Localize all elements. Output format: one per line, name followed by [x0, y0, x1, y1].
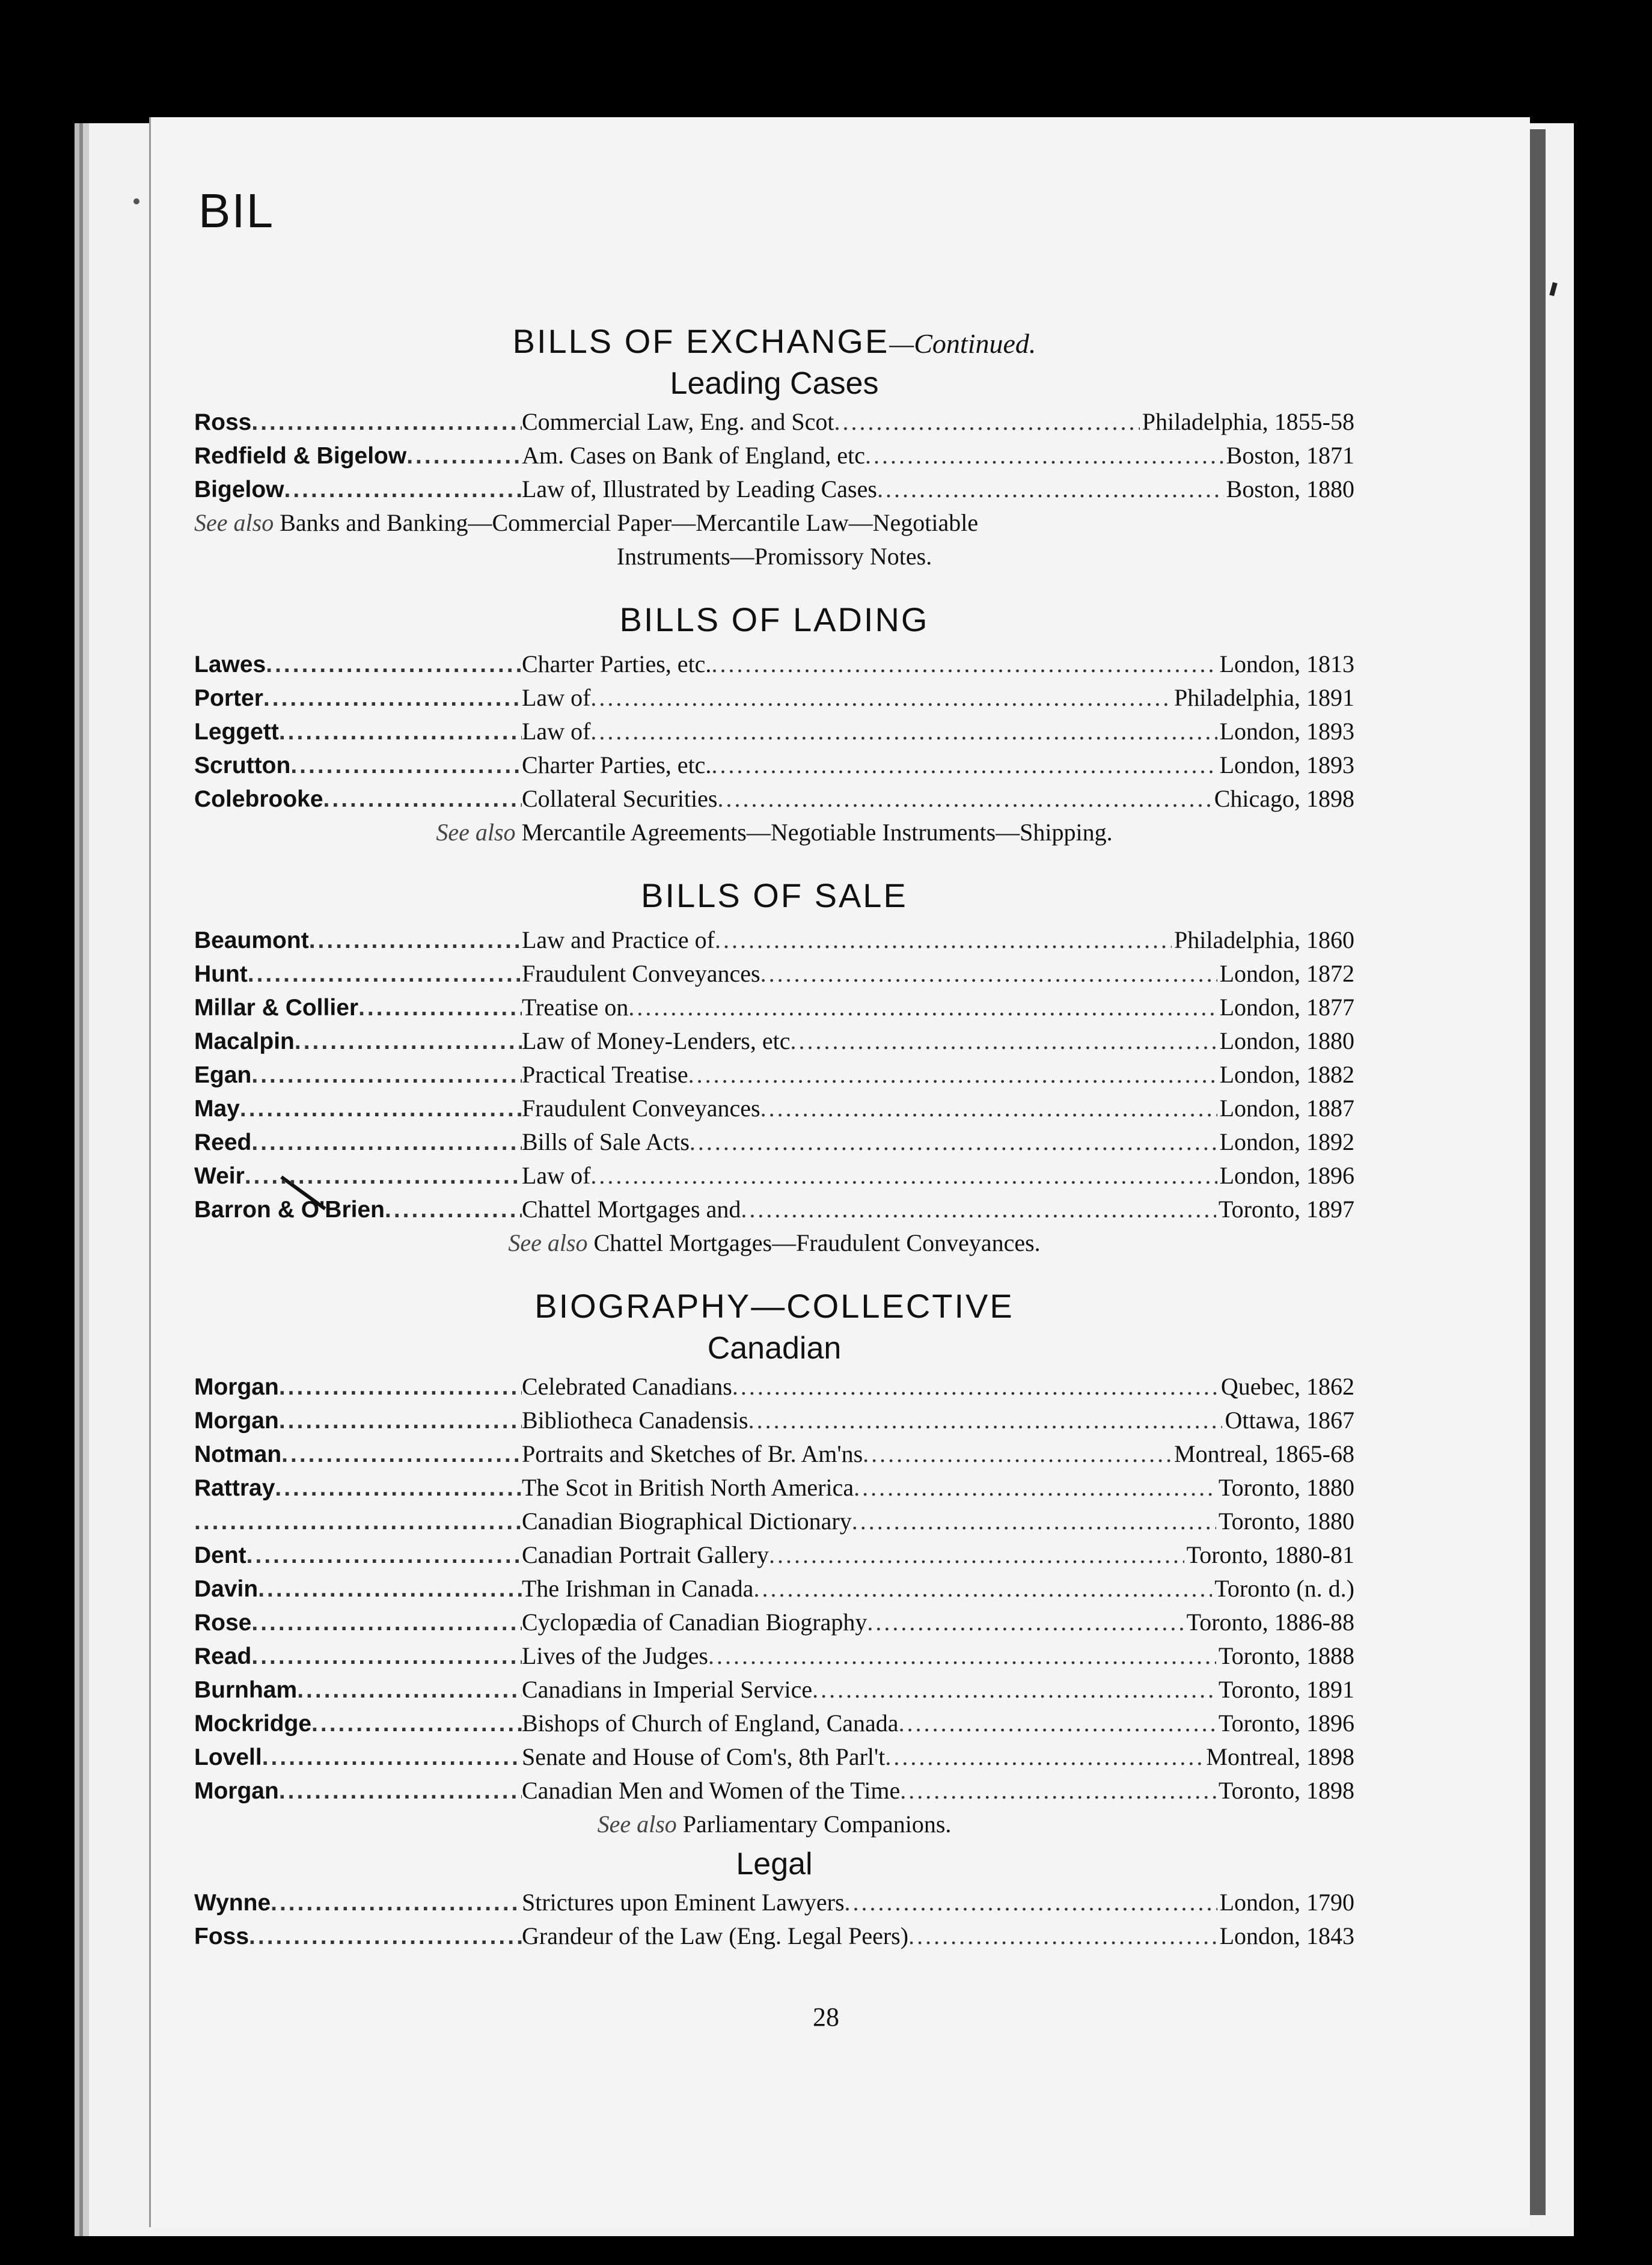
entry-title: Fraudulent Conveyances .....: [522, 957, 1217, 991]
entry-author: Rattray .....: [194, 1472, 522, 1505]
entry-place-year: Quebec, 1862: [1220, 1373, 1354, 1400]
entry-author: Lovell .....: [194, 1741, 522, 1774]
entry-author: Hunt .....: [194, 958, 522, 991]
entry-title: Law and Practice of .....: [522, 923, 1172, 957]
entry-title: Commercial Law, Eng. and Scot .....: [522, 405, 1140, 439]
entry-title: Chattel Mortgages and .....: [522, 1193, 1216, 1226]
entry-title: Law of .....: [522, 715, 1217, 748]
entry-place-year: Toronto, 1891: [1218, 1676, 1354, 1703]
entry-place-year: London, 1872: [1219, 960, 1354, 987]
catalogue-entry: [194, 1437, 1354, 1471]
entry-place-year: Chicago, 1898: [1214, 785, 1354, 812]
see-also-note: See also Banks and Banking—Commercial Paper—Mercantile Law—Negotiable: [194, 509, 979, 536]
catalogue-entry: [194, 748, 1354, 782]
entry-title: Celebrated Canadians .....: [522, 1370, 1219, 1404]
entry-author: Dent .....: [194, 1539, 522, 1573]
entry-title: Law of, Illustrated by Leading Cases .....: [522, 472, 1224, 506]
entry-title: Canadian Biographical Dictionary .....: [522, 1505, 1216, 1538]
margin-mark: [133, 198, 139, 204]
catalogue-entry: [194, 1505, 1354, 1538]
entry-author: Read .....: [194, 1640, 522, 1674]
entry-author: Rose .....: [194, 1606, 522, 1640]
catalogue-entry: [194, 1639, 1354, 1673]
entry-title: Law of Money-Lenders, etc .....: [522, 1024, 1217, 1058]
entry-place-year: Toronto (n. d.): [1214, 1575, 1354, 1602]
entry-place-year: Philadelphia, 1860: [1174, 926, 1354, 953]
catalogue-entry: [194, 1538, 1354, 1572]
entry-place-year: Philadelphia, 1891: [1174, 684, 1354, 711]
entry-place-year: London, 1877: [1219, 994, 1354, 1021]
entry-title: Bishops of Church of England, Canada .....: [522, 1707, 1216, 1740]
entry-author: Barron & O'Brien .....: [194, 1193, 522, 1227]
entry-title: Senate and House of Com's, 8th Parl't .....: [522, 1740, 1204, 1774]
entry-author: Scrutton .....: [194, 749, 522, 783]
entry-place-year: London, 1813: [1219, 650, 1354, 677]
entry-author: Egan .....: [194, 1059, 522, 1092]
catalogue-entry: [194, 923, 1354, 957]
entry-place-year: London, 1887: [1219, 1095, 1354, 1122]
entry-author: Wynne .....: [194, 1886, 522, 1920]
catalogue-entry: [194, 1673, 1354, 1707]
see-also-note: See also Parliamentary Companions.: [597, 1811, 952, 1838]
entry-author: Morgan .....: [194, 1774, 522, 1808]
catalogue-entry: [194, 405, 1354, 439]
entry-place-year: Ottawa, 1867: [1225, 1407, 1354, 1434]
entry-place-year: London, 1893: [1219, 718, 1354, 745]
catalogue-entry: [194, 1058, 1354, 1092]
entry-author: Mockridge .....: [194, 1707, 522, 1741]
catalogue-entry: [194, 1125, 1354, 1159]
catalogue-entry: [194, 472, 1354, 506]
entry-title: Fraudulent Conveyances .....: [522, 1092, 1217, 1125]
see-also-note: See also Chattel Mortgages—Fraudulent Conveyances.: [508, 1229, 1041, 1256]
entry-author: Davin .....: [194, 1573, 522, 1606]
catalogue-entry: [194, 782, 1354, 816]
entry-place-year: London, 1880: [1219, 1027, 1354, 1054]
entry-title: Lives of the Judges .....: [522, 1639, 1216, 1673]
entry-place-year: London, 1892: [1219, 1128, 1354, 1155]
entry-author: Beaumont .....: [194, 924, 522, 958]
entry-author: Morgan .....: [194, 1404, 522, 1438]
entry-title: Cyclopædia of Canadian Biography .....: [522, 1606, 1184, 1639]
catalogue-entry: [194, 1919, 1354, 1953]
entry-title: Bills of Sale Acts .....: [522, 1125, 1217, 1159]
see-also-note: See also Mercantile Agreements—Negotiable Instruments—Shipping.: [436, 819, 1113, 846]
catalogue-entry: [194, 1707, 1354, 1740]
entry-author: Foss .....: [194, 1920, 522, 1954]
see-also-note-continued: Instruments—Promissory Notes.: [616, 543, 932, 570]
entry-title: Portraits and Sketches of Br. Am'ns .....: [522, 1437, 1172, 1471]
entry-title: Am. Cases on Bank of England, etc .....: [522, 439, 1224, 472]
catalogue-entry: [194, 647, 1354, 681]
page-number: 28: [813, 2002, 839, 2032]
entry-author: Bigelow .....: [194, 473, 522, 507]
entry-place-year: Boston, 1880: [1226, 475, 1354, 503]
catalogue-entry: [194, 1024, 1354, 1058]
catalogue-entry: [194, 1370, 1354, 1404]
page-content: [194, 322, 1354, 1953]
entry-title: Charter Parties, etc. .....: [522, 647, 1217, 681]
catalogue-entry: [194, 681, 1354, 715]
entry-author: Burnham .....: [194, 1674, 522, 1707]
entry-place-year: Toronto, 1897: [1218, 1196, 1354, 1223]
catalogue-entry: [194, 1193, 1354, 1226]
entry-author: Redfield & Bigelow .....: [194, 439, 522, 473]
catalogue-entry: [194, 1606, 1354, 1639]
entry-author: Leggett .....: [194, 715, 522, 749]
entry-title: Practical Treatise .....: [522, 1058, 1217, 1092]
catalogue-entry: [194, 1774, 1354, 1808]
entry-author: Colebrooke .....: [194, 783, 522, 816]
header-code: BIL: [198, 184, 275, 237]
section-heading: BILLS OF SALE: [641, 876, 908, 914]
catalogue-entry: [194, 1471, 1354, 1505]
entry-place-year: Toronto, 1886-88: [1186, 1609, 1354, 1636]
entry-place-year: London, 1893: [1219, 751, 1354, 778]
entry-place-year: Toronto, 1896: [1218, 1710, 1354, 1737]
entry-place-year: London, 1790: [1219, 1889, 1354, 1916]
book-right-edge: [1530, 129, 1546, 2215]
entry-place-year: London, 1882: [1219, 1061, 1354, 1088]
entry-place-year: Toronto, 1880: [1218, 1508, 1354, 1535]
entry-title: Canadian Men and Women of the Time .....: [522, 1774, 1216, 1808]
entry-place-year: London, 1896: [1219, 1162, 1354, 1189]
catalogue-entry: [194, 957, 1354, 991]
entry-place-year: Toronto, 1888: [1218, 1642, 1354, 1669]
catalogue-entry: [194, 991, 1354, 1024]
section-heading: BILLS OF LADING: [619, 601, 929, 638]
catalogue-entry: [194, 1159, 1354, 1193]
entry-author: Porter .....: [194, 682, 522, 715]
entry-place-year: Montreal, 1865-68: [1174, 1440, 1354, 1467]
section-heading: BIOGRAPHY—COLLECTIVE: [534, 1287, 1014, 1325]
entry-place-year: Toronto, 1880: [1218, 1474, 1354, 1501]
entry-author: Ross .....: [194, 406, 522, 439]
entry-author: Macalpin .....: [194, 1025, 522, 1059]
entry-place-year: Toronto, 1898: [1218, 1777, 1354, 1804]
catalogue-entry: [194, 1404, 1354, 1437]
entry-title: Law of .....: [522, 681, 1172, 715]
section-subheading: Canadian: [707, 1331, 842, 1366]
entry-author: Reed .....: [194, 1126, 522, 1160]
entry-author: Millar & Collier .....: [194, 991, 522, 1025]
catalogue-entry: [194, 1092, 1354, 1125]
entry-author: Weir .....: [194, 1160, 522, 1193]
section-heading: BILLS OF EXCHANGE—Continued.: [512, 322, 1036, 360]
entry-place-year: Boston, 1871: [1226, 442, 1354, 469]
entry-title: Canadians in Imperial Service .....: [522, 1673, 1216, 1707]
entry-title: The Scot in British North America .....: [522, 1471, 1216, 1505]
entry-title: Canadian Portrait Gallery .....: [522, 1538, 1184, 1572]
entry-place-year: Toronto, 1880-81: [1186, 1541, 1354, 1568]
entry-author: Morgan .....: [194, 1371, 522, 1404]
entry-title: Treatise on .....: [522, 991, 1217, 1024]
entry-title: Bibliotheca Canadensis .....: [522, 1404, 1222, 1437]
entry-place-year: Montreal, 1898: [1206, 1743, 1354, 1770]
entry-author: Lawes .....: [194, 648, 522, 682]
catalogue-entry: [194, 439, 1354, 472]
section-subheading: Leading Cases: [670, 366, 879, 401]
entry-title: Charter Parties, etc. .....: [522, 748, 1217, 782]
entry-place-year: Philadelphia, 1855-58: [1142, 408, 1354, 435]
section-subheading: Legal: [736, 1847, 813, 1881]
entry-title: Collateral Securities .....: [522, 782, 1212, 816]
entry-place-year: London, 1843: [1219, 1922, 1354, 1949]
catalogue-entry: [194, 1886, 1354, 1919]
entry-author: Notman .....: [194, 1438, 522, 1472]
catalogue-entry: [194, 1740, 1354, 1774]
catalogue-entry: [194, 715, 1354, 748]
entry-title: Law of .....: [522, 1159, 1217, 1193]
entry-title: Grandeur of the Law (Eng. Legal Peers) .....: [522, 1919, 1217, 1953]
entry-author: [194, 1505, 522, 1539]
entry-title: Strictures upon Eminent Lawyers .....: [522, 1886, 1217, 1919]
entry-author: May .....: [194, 1092, 522, 1126]
entry-title: The Irishman in Canada .....: [522, 1572, 1212, 1606]
catalogue-entry: [194, 1572, 1354, 1606]
